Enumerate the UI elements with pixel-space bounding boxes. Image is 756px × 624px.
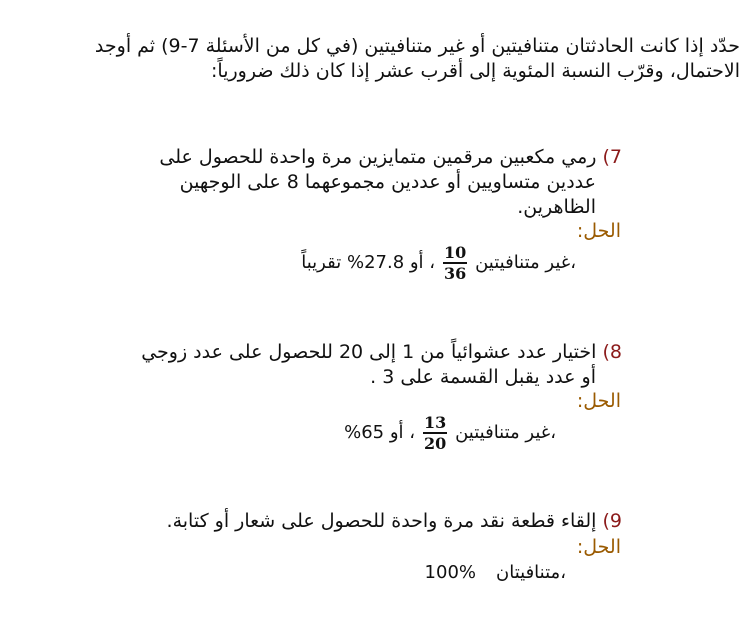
probability-fraction: [423, 413, 447, 453]
fraction-denominator: 20: [423, 433, 447, 453]
fraction-numerator: 10: [443, 243, 467, 262]
solution-label: الحل:: [576, 536, 621, 558]
question-text: رمي مكعبين مرقمين متمايزين مرة واحدة للحصول على عددين متساويين أو عددين مجموعهما 8 على الوجهين الظاهرين.: [159, 146, 597, 218]
question-8: [136, 340, 622, 390]
answer-rest: ، أو 65%: [344, 421, 416, 443]
fraction-numerator: 13: [423, 413, 447, 432]
answer-type: متنافيتان،: [496, 562, 566, 583]
question-number: 9): [602, 510, 622, 532]
instructions: حدّد إذا كانت الحادثتان متنافيتين أو غير متنافيتين (في كل من الأسئلة 7-9) ثم أوجد الاحتمال، وقرّب النسبة المئوية إلى أقرب عشر إذا كان ذلك ضرورياً:: [94, 35, 740, 82]
question-7: [136, 145, 622, 220]
answer-rest: ، أو 27.8% تقريباً: [301, 251, 436, 273]
fraction-denominator: 36: [443, 263, 467, 283]
solution-label: الحل:: [576, 390, 621, 412]
question-number: 7): [602, 146, 622, 168]
question-text: اختيار عدد عشوائياً من 1 إلى 20 للحصول على عدد زوجي أو عدد يقبل القسمة على 3 .: [141, 341, 597, 388]
answer-type: غير متنافيتين،: [475, 251, 576, 273]
question-9: [102, 509, 622, 534]
question-number: 8): [602, 341, 622, 363]
answer-8: [344, 413, 556, 453]
answer-7: [301, 243, 576, 283]
probability-fraction: [443, 243, 467, 283]
answer-type: غير متنافيتين،: [455, 421, 556, 443]
solution-label: الحل:: [576, 220, 621, 242]
answer-9: [425, 561, 566, 585]
question-text: إلقاء قطعة نقد مرة واحدة للحصول على شعار أو كتابة.: [166, 510, 597, 532]
answer-rest: 100%: [424, 562, 477, 583]
